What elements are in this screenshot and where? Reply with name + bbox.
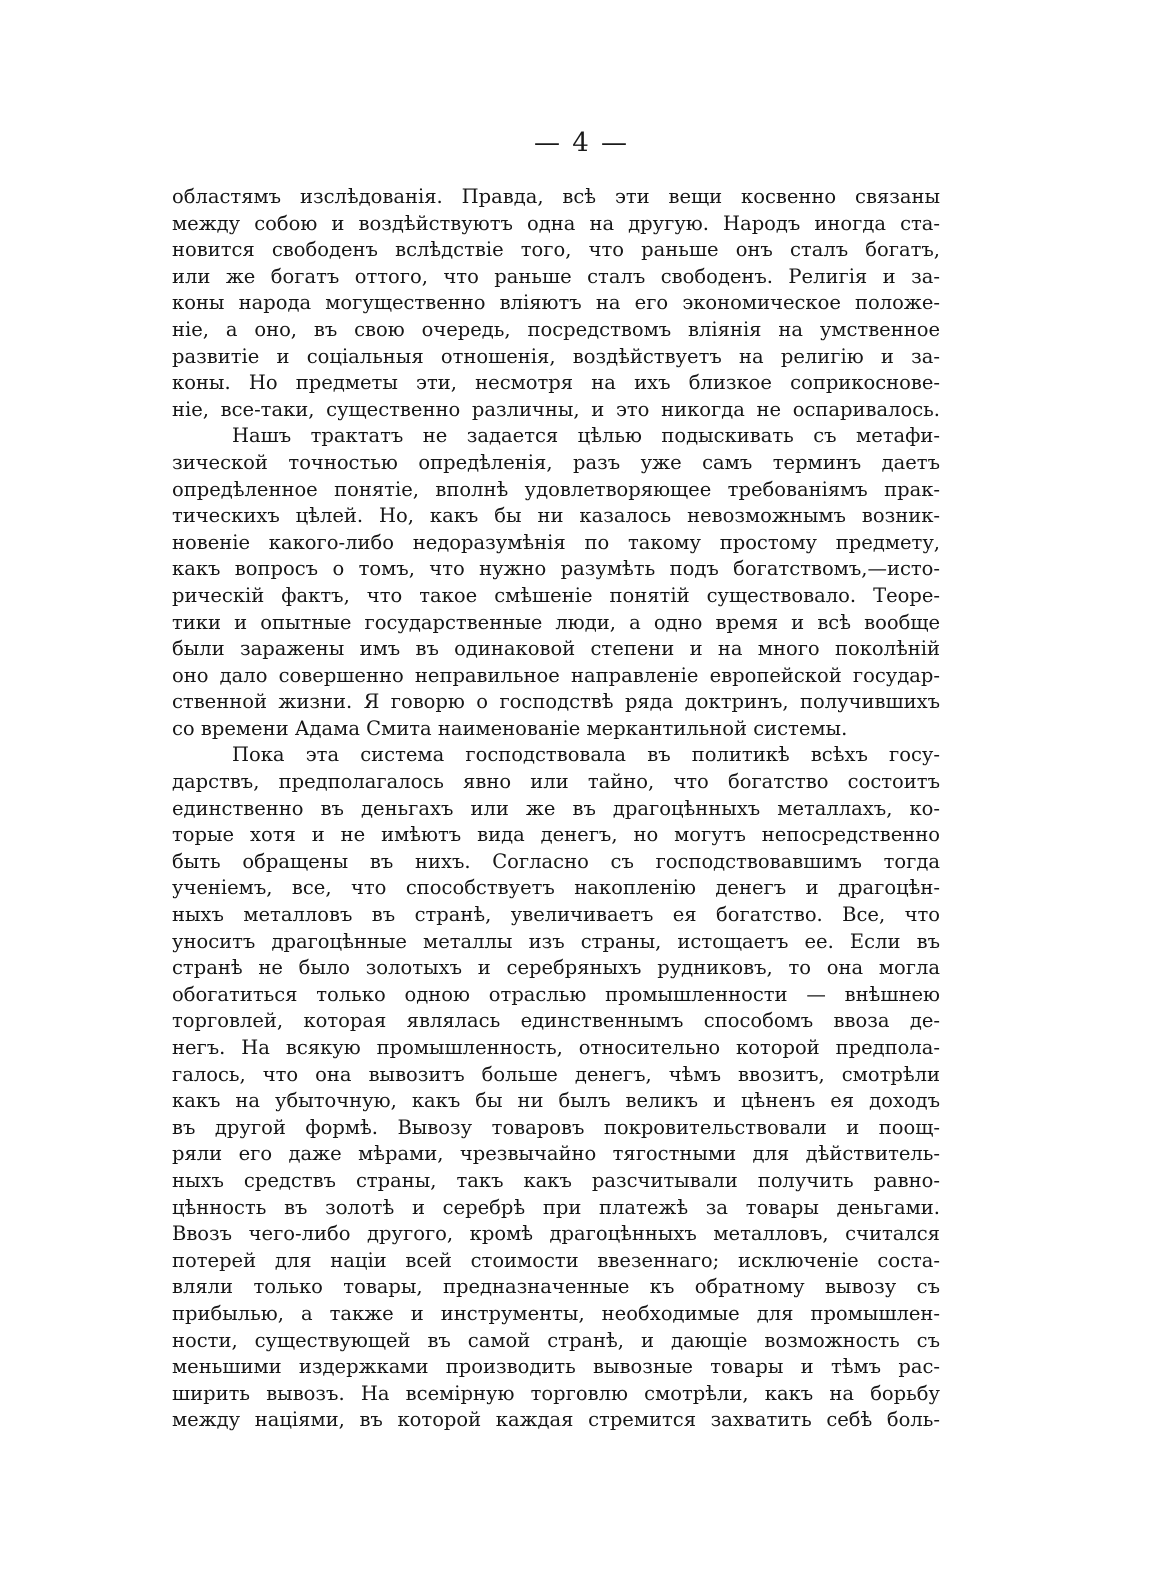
text-line: быть обращены въ нихъ. Согласно съ господствовавшимъ тогда [172, 849, 940, 873]
text-line: галось, что она вывозитъ больше денегъ, чѣмъ ввозитъ, смотрѣли [172, 1062, 940, 1086]
text-line: развитіе и соціальныя отношенія, воздѣйствуетъ на религію и за- [172, 344, 940, 368]
text-line: областямъ изслѣдованія. Правда, всѣ эти вещи косвенно связаны [172, 185, 940, 208]
text-line: новеніе какого-либо недоразумѣнія по такому простому предмету, [172, 530, 940, 554]
text-line: прибылью, а также и инструменты, необходимые для промышлен- [172, 1301, 940, 1325]
text-line: Нашъ трактатъ не задается цѣлью подыскивать съ метафи- [232, 424, 940, 448]
text-line: со времени Адама Смита наименованіе меркантильной системы. [172, 716, 848, 740]
text-line: странѣ не было золотыхъ и серебряныхъ рудниковъ, то она могла [172, 956, 940, 980]
text-line: цѣнность въ золотѣ и серебрѣ при платежѣ за товары деньгами. [172, 1195, 940, 1219]
text-line: новится свободенъ вслѣдствіе того, что раньше онъ сталъ богатъ, [172, 238, 940, 262]
text-line: рическій фактъ, что такое смѣшеніе понятій существовало. Теоре- [172, 583, 940, 607]
text-line: ніе, а оно, въ свою очередь, посредствомъ вліянія на умственное [172, 317, 940, 341]
text-line: потерей для націи всей стоимости ввезеннаго; исключеніе соста- [172, 1248, 940, 1272]
text-line: обогатиться только одною отраслью промышленности — внѣшнею [172, 982, 940, 1006]
paragraph-1 [172, 184, 940, 423]
text-line: меньшими издержками производить вывозные товары и тѣмъ рас- [172, 1355, 940, 1379]
page-number: — 4 — [533, 128, 630, 158]
text-line: негъ. На всякую промышленность, относительно которой предпола- [172, 1036, 940, 1059]
text-line: зической точностью опредѣленія, разъ уже самъ терминъ даетъ [172, 450, 940, 474]
text-line: единственно въ деньгахъ или же въ драгоцѣнныхъ металлахъ, ко- [172, 796, 940, 820]
text-line: или же богатъ оттого, что раньше сталъ свободенъ. Религія и за- [172, 264, 940, 288]
text-line: въ другой формѣ. Вывозу товаровъ покровительствовали и поощ- [172, 1115, 940, 1139]
text-line: ученіемъ, все, что способствуетъ накопленію денегъ и драгоцѣн- [172, 876, 940, 900]
text-line: ширить вывозъ. На всемірную торговлю смотрѣли, какъ на борьбу [172, 1381, 940, 1405]
text-line: коны. Но предметы эти, несмотря на ихъ близкое соприкоснове- [172, 371, 940, 395]
text-line: оно дало совершенно неправильное направленіе европейской государ- [172, 663, 940, 687]
body-text [172, 184, 940, 1434]
text-line: между собою и воздѣйствуютъ одна на другую. Народъ иногда ста- [172, 211, 940, 235]
text-line: тическихъ цѣлей. Но, какъ бы ни казалось невозможнымъ возник- [172, 504, 940, 528]
text-line: Ввозъ чего-либо другого, кромѣ драгоцѣнныхъ металловъ, считался [172, 1222, 940, 1246]
text-line: торговлей, которая являлась единственнымъ способомъ ввоза де- [172, 1009, 940, 1033]
text-line: ственной жизни. Я говорю о господствѣ ряда доктринъ, получившихъ [172, 690, 940, 714]
text-line: торые хотя и не имѣютъ вида денегъ, но могутъ непосредственно [172, 823, 940, 847]
text-line: дарствъ, предполагалось явно или тайно, что богатство состоитъ [172, 770, 940, 794]
text-line: между націями, въ которой каждая стремится захватить себѣ боль- [172, 1408, 940, 1432]
text-line: тики и опытные государственные люди, а одно время и всѣ вообще [172, 610, 940, 634]
paragraph-3 [172, 742, 940, 1433]
paragraph-2 [172, 423, 940, 742]
text-line: какъ вопросъ о томъ, что нужно разумѣть подъ богатствомъ,—исто- [172, 557, 940, 581]
text-line: ности, существующей въ самой странѣ, и дающіе возможность съ [172, 1328, 940, 1352]
text-line: ніе, все-таки, существенно различны, и это никогда не оспаривалось. [172, 397, 940, 421]
text-line: ряли его даже мѣрами, чрезвычайно тягостными для дѣйствитель- [172, 1142, 940, 1166]
text-line: ныхъ средствъ страны, такъ какъ разсчитывали получить равно- [172, 1168, 940, 1192]
text-line: уноситъ драгоцѣнные металлы изъ страны, истощаетъ ее. Если въ [172, 929, 940, 953]
text-line: были заражены имъ въ одинаковой степени и на много поколѣній [172, 637, 940, 661]
text-line: Пока эта система господствовала въ политикѣ всѣхъ госу- [232, 743, 940, 767]
text-line: какъ на убыточную, какъ бы ни былъ великъ и цѣненъ ея доходъ [172, 1089, 940, 1113]
text-line: вляли только товары, предназначенные къ обратному вывозу съ [172, 1275, 940, 1299]
text-line: ныхъ металловъ въ странѣ, увеличиваетъ ея богатство. Все, что [172, 903, 940, 927]
text-line: опредѣленное понятіе, вполнѣ удовлетворяющее требованіямъ прак- [172, 477, 940, 501]
text-line: коны народа могущественно вліяютъ на его экономическое положе- [172, 291, 940, 315]
